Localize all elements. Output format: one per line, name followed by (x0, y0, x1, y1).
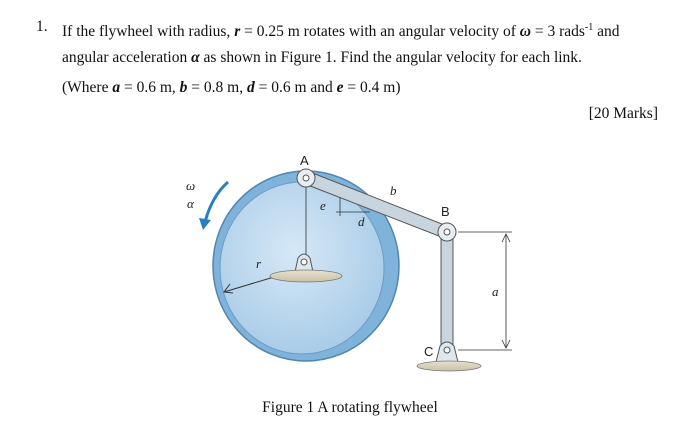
pin-a (297, 169, 315, 187)
rotation-arrow (205, 182, 228, 222)
symbol-r: r (234, 23, 241, 41)
label-A: A (300, 153, 309, 168)
label-alpha: α (187, 196, 194, 211)
question-number: 1. (36, 18, 48, 35)
label-C: C (424, 344, 434, 359)
symbol-b: b (179, 79, 188, 96)
label-omega: ω (186, 178, 196, 193)
question-line-2: angular acceleration α as shown in Figure 1. Find the angular velocity for each link. (62, 49, 582, 66)
figure-caption: Figure 1 A rotating flywheel (262, 399, 438, 416)
label-d: d (358, 214, 365, 229)
symbol-d: d (246, 79, 255, 96)
label-e: e (320, 198, 326, 213)
question-line-1: If the flywheel with radius, r = 0.25 m rotates with an angular velocity of ω = 3 rads$^{-1}$ and (62, 22, 620, 41)
symbol-alpha: α (191, 49, 200, 66)
label-B: B (441, 204, 450, 219)
symbol-omega: ω (519, 23, 531, 41)
label-a: a (492, 284, 499, 299)
rotation-arrowhead-icon (199, 218, 211, 230)
label-r: r (256, 256, 262, 271)
link-bc (441, 232, 453, 350)
symbol-e: e (336, 79, 344, 96)
pin-b (438, 223, 456, 241)
symbol-a: a (112, 79, 121, 96)
a-dimension (458, 232, 512, 350)
label-b: b (390, 183, 397, 198)
marks-label: [20 Marks] (588, 105, 658, 122)
question-line-3: (Where a = 0.6 m, b = 0.8 m, d = 0.6 m and e = 0.4 m) (62, 79, 401, 96)
